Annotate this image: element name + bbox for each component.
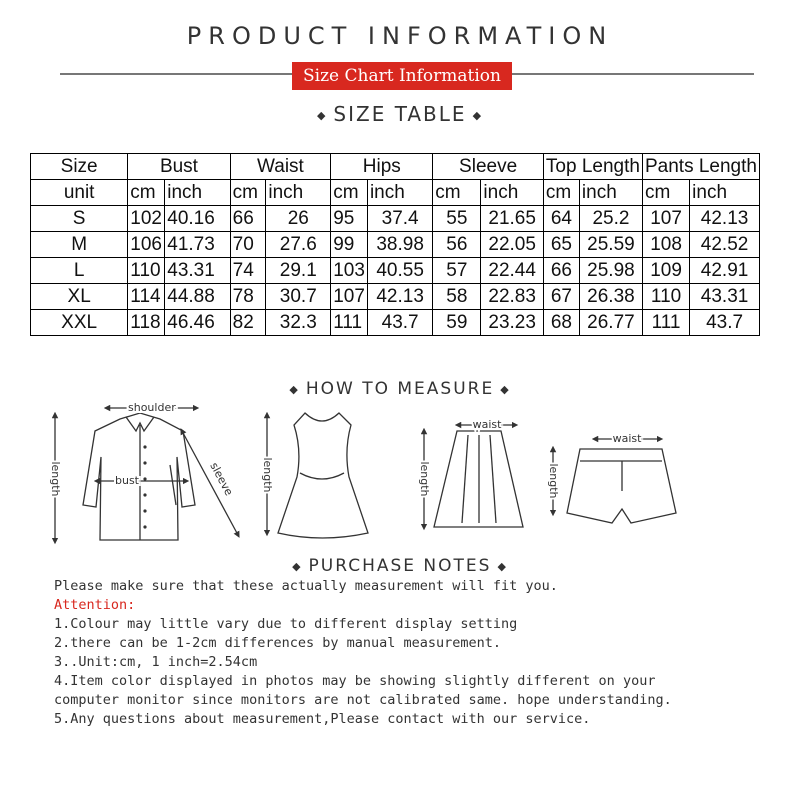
table-cell: 108 <box>642 232 689 258</box>
table-cell: 95 <box>331 206 368 232</box>
table-cell: 30.7 <box>266 284 331 310</box>
sleeve-label: sleeve <box>207 460 236 498</box>
table-cell: 102 <box>128 206 165 232</box>
table-cell: 40.55 <box>367 258 432 284</box>
purchase-notes-heading <box>0 556 800 576</box>
shorts-icon <box>567 449 676 523</box>
table-cell: 25.59 <box>579 232 642 258</box>
column-header: Waist <box>230 154 331 180</box>
table-cell: 42.13 <box>367 284 432 310</box>
table-cell: 44.88 <box>165 284 230 310</box>
table-cell: 110 <box>642 284 689 310</box>
table-cell: 99 <box>331 232 368 258</box>
table-cell: 23.23 <box>481 310 544 336</box>
table-cell: 21.65 <box>481 206 544 232</box>
page-title: PRODUCT INFORMATION <box>186 22 614 50</box>
unit-cell: cm <box>331 180 368 206</box>
size-chart-banner: Size Chart Information <box>292 62 512 90</box>
table-cell: 27.6 <box>266 232 331 258</box>
skirt-icon <box>434 431 523 527</box>
purchase-notes <box>54 577 794 729</box>
table-cell: 111 <box>331 310 368 336</box>
bust-label: bust <box>115 474 139 487</box>
size-cell: S <box>31 206 128 232</box>
diamond-icon: ◆ <box>316 109 328 122</box>
size-table-heading-text: SIZE TABLE <box>333 102 467 126</box>
notes-intro: Please make sure that these actually measurement will fit you. <box>54 578 558 594</box>
column-header: Size <box>31 154 128 180</box>
unit-cell: cm <box>128 180 165 206</box>
measurement-illustrations <box>0 395 800 555</box>
table-cell: 109 <box>642 258 689 284</box>
table-row <box>31 258 760 284</box>
table-cell: 41.73 <box>165 232 230 258</box>
note-line: 5.Any questions about measurement,Please contact with our service. <box>54 711 591 727</box>
size-cell: L <box>31 258 128 284</box>
skirt-length-label: length <box>418 461 431 497</box>
diamond-icon: ◆ <box>292 559 303 573</box>
unit-cell: inch <box>690 180 760 206</box>
table-cell: 43.31 <box>165 258 230 284</box>
diamond-icon: ◆ <box>289 382 300 396</box>
size-cell: M <box>31 232 128 258</box>
skirt-waist-label: waist <box>472 418 502 431</box>
table-cell: 70 <box>230 232 266 258</box>
column-header: Pants Length <box>642 154 759 180</box>
shirt-icon <box>83 413 195 540</box>
diamond-icon: ◆ <box>472 109 484 122</box>
diamond-icon: ◆ <box>497 559 508 573</box>
dress-icon <box>278 413 368 538</box>
note-line: computer monitor since monitors are not calibrated same. hope understanding. <box>54 692 672 708</box>
table-cell: 22.44 <box>481 258 544 284</box>
shoulder-label: shoulder <box>128 401 176 414</box>
table-cell: 42.91 <box>690 258 760 284</box>
table-cell: 118 <box>128 310 165 336</box>
table-unit-row <box>31 180 760 206</box>
table-cell: 38.98 <box>367 232 432 258</box>
table-cell: 37.4 <box>367 206 432 232</box>
table-cell: 107 <box>642 206 689 232</box>
table-cell: 25.98 <box>579 258 642 284</box>
table-cell: 29.1 <box>266 258 331 284</box>
how-to-measure-heading-text: HOW TO MEASURE <box>305 379 495 399</box>
table-cell: 64 <box>543 206 579 232</box>
diamond-icon: ◆ <box>500 382 511 396</box>
shorts-length-label: length <box>547 463 560 499</box>
table-cell: 22.05 <box>481 232 544 258</box>
table-cell: 26 <box>266 206 331 232</box>
table-cell: 82 <box>230 310 266 336</box>
table-cell: 25.2 <box>579 206 642 232</box>
column-header: Bust <box>128 154 230 180</box>
table-cell: 26.38 <box>579 284 642 310</box>
size-cell: XXL <box>31 310 128 336</box>
table-cell: 43.31 <box>690 284 760 310</box>
shorts-waist-label: waist <box>612 432 642 445</box>
table-row <box>31 310 760 336</box>
unit-cell: cm <box>543 180 579 206</box>
unit-cell: inch <box>579 180 642 206</box>
table-cell: 32.3 <box>266 310 331 336</box>
note-line: 4.Item color displayed in photos may be showing slightly different on your <box>54 673 656 689</box>
table-cell: 103 <box>331 258 368 284</box>
attention-label: Attention: <box>54 597 136 613</box>
table-cell: 58 <box>433 284 481 310</box>
table-cell: 107 <box>331 284 368 310</box>
table-cell: 66 <box>230 206 266 232</box>
unit-cell: unit <box>31 180 128 206</box>
table-cell: 111 <box>642 310 689 336</box>
unit-cell: cm <box>230 180 266 206</box>
table-cell: 110 <box>128 258 165 284</box>
table-cell: 78 <box>230 284 266 310</box>
size-table-heading <box>0 102 800 126</box>
table-cell: 56 <box>433 232 481 258</box>
table-cell: 68 <box>543 310 579 336</box>
table-cell: 57 <box>433 258 481 284</box>
unit-cell: inch <box>266 180 331 206</box>
column-header: Hips <box>331 154 433 180</box>
unit-cell: cm <box>642 180 689 206</box>
size-table <box>30 153 760 336</box>
table-cell: 67 <box>543 284 579 310</box>
table-cell: 114 <box>128 284 165 310</box>
unit-cell: inch <box>481 180 544 206</box>
size-cell: XL <box>31 284 128 310</box>
table-cell: 65 <box>543 232 579 258</box>
unit-cell: inch <box>165 180 230 206</box>
table-cell: 42.52 <box>690 232 760 258</box>
table-cell: 66 <box>543 258 579 284</box>
dress-length-label: length <box>261 457 274 493</box>
table-cell: 55 <box>433 206 481 232</box>
column-header: Top Length <box>543 154 642 180</box>
table-row <box>31 232 760 258</box>
table-cell: 74 <box>230 258 266 284</box>
table-cell: 42.13 <box>690 206 760 232</box>
table-cell: 46.46 <box>165 310 230 336</box>
note-line: 1.Colour may little vary due to different display setting <box>54 616 518 632</box>
table-cell: 22.83 <box>481 284 544 310</box>
table-row <box>31 206 760 232</box>
unit-cell: inch <box>367 180 432 206</box>
shirt-length-label: length <box>49 461 62 497</box>
table-row <box>31 284 760 310</box>
table-cell: 59 <box>433 310 481 336</box>
unit-cell: cm <box>433 180 481 206</box>
table-cell: 106 <box>128 232 165 258</box>
table-cell: 43.7 <box>690 310 760 336</box>
table-header-row <box>31 154 760 180</box>
column-header: Sleeve <box>433 154 544 180</box>
table-cell: 26.77 <box>579 310 642 336</box>
purchase-notes-heading-text: PURCHASE NOTES <box>308 556 492 576</box>
note-line: 2.there can be 1-2cm differences by manual measurement. <box>54 635 502 651</box>
table-cell: 40.16 <box>165 206 230 232</box>
note-line: 3..Unit:cm, 1 inch=2.54cm <box>54 654 258 670</box>
table-cell: 43.7 <box>367 310 432 336</box>
